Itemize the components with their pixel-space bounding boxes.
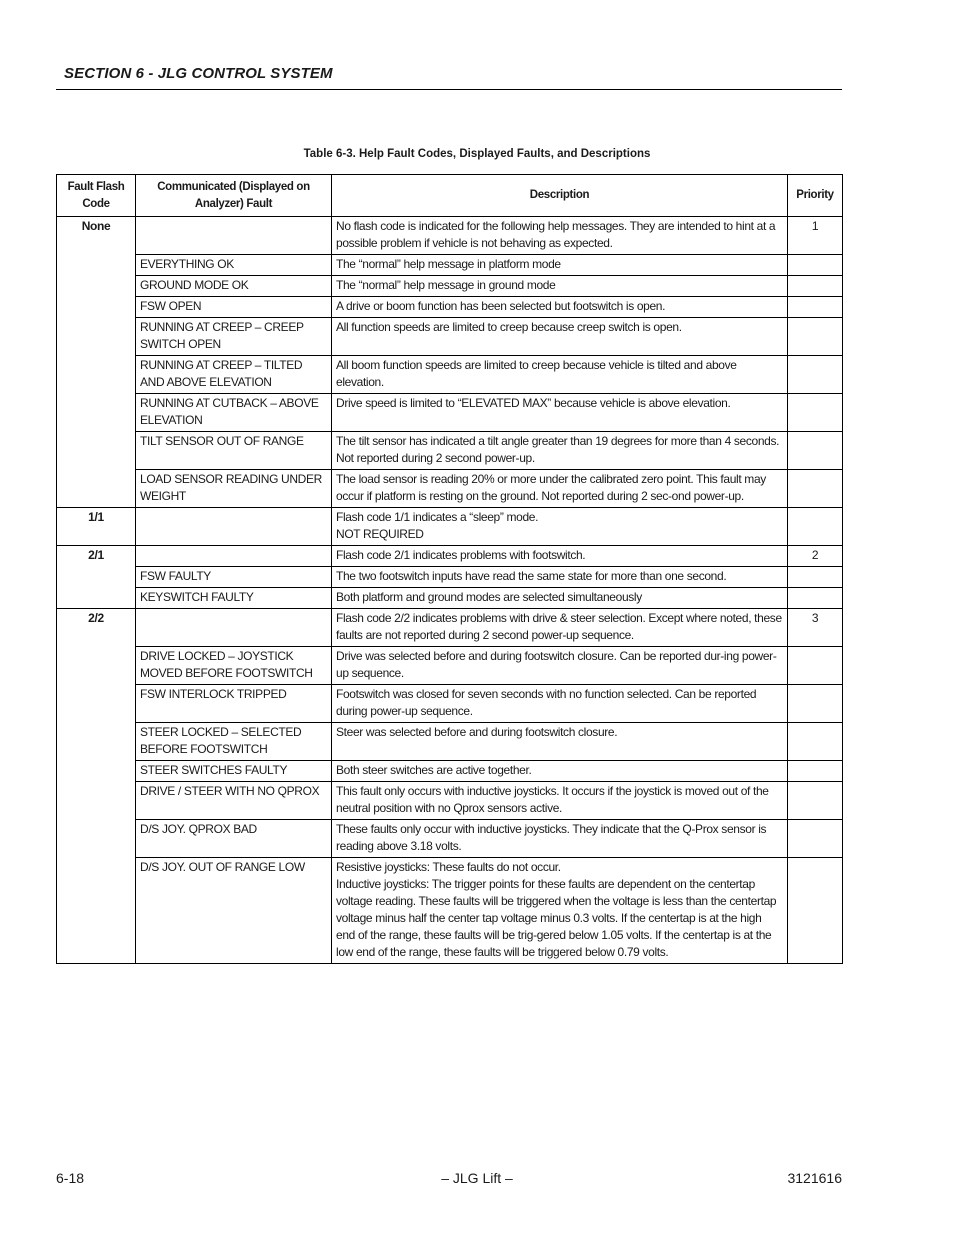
description-cell: Flash code 2/1 indicates problems with footswitch. bbox=[332, 546, 788, 567]
fault-name-cell: RUNNING AT CREEP – TILTED AND ABOVE ELEVATION bbox=[136, 356, 332, 394]
column-header-description: Description bbox=[332, 175, 788, 217]
fault-name-cell: STEER LOCKED – SELECTED BEFORE FOOTSWITCH bbox=[136, 723, 332, 761]
description-cell: The tilt sensor has indicated a tilt angle greater than 19 degrees for more than 4 seconds. Not reported during 2 second power-up. bbox=[332, 432, 788, 470]
description-cell: No flash code is indicated for the following help messages. They are intended to hint at a possible problem if vehicle is not behaving as expected. bbox=[332, 217, 788, 255]
priority-cell bbox=[788, 761, 843, 782]
footer-brand: – JLG Lift – bbox=[441, 1170, 513, 1186]
priority-cell bbox=[788, 394, 843, 432]
column-header-code: Fault Flash Code bbox=[57, 175, 136, 217]
description-cell: The load sensor is reading 20% or more under the calibrated zero point. This fault may occur if platform is resting on the ground. Not reported during 2 sec-ond power-up. bbox=[332, 470, 788, 508]
priority-cell: 2 bbox=[788, 546, 843, 567]
description-cell: Drive was selected before and during footswitch closure. Can be reported dur-ing power-up sequence. bbox=[332, 647, 788, 685]
description-cell: Flash code 1/1 indicates a “sleep” mode. NOT REQUIRED bbox=[332, 508, 788, 546]
document-number: 3121616 bbox=[787, 1170, 842, 1186]
fault-name-cell: STEER SWITCHES FAULTY bbox=[136, 761, 332, 782]
table-row bbox=[57, 432, 843, 470]
description-cell: Flash code 2/2 indicates problems with drive & steer selection. Except where noted, these faults are not reported during 2 second power-up sequence. bbox=[332, 609, 788, 647]
priority-cell bbox=[788, 723, 843, 761]
fault-name-cell: D/S JOY. QPROX BAD bbox=[136, 820, 332, 858]
priority-cell bbox=[788, 685, 843, 723]
priority-cell bbox=[788, 508, 843, 546]
table-row bbox=[57, 609, 843, 647]
priority-cell bbox=[788, 297, 843, 318]
description-cell: This fault only occurs with inductive joysticks. It occurs if the joystick is moved out of the neutral position with no Qprox sensors active. bbox=[332, 782, 788, 820]
description-cell: A drive or boom function has been selected but footswitch is open. bbox=[332, 297, 788, 318]
table-row bbox=[57, 567, 843, 588]
fault-name-cell: DRIVE / STEER WITH NO QPROX bbox=[136, 782, 332, 820]
fault-name-cell bbox=[136, 609, 332, 647]
table-row bbox=[57, 356, 843, 394]
fault-name-cell: DRIVE LOCKED – JOYSTICK MOVED BEFORE FOOTSWITCH bbox=[136, 647, 332, 685]
priority-cell bbox=[788, 318, 843, 356]
fault-name-cell bbox=[136, 217, 332, 255]
table-row bbox=[57, 647, 843, 685]
priority-cell bbox=[788, 470, 843, 508]
table-row bbox=[57, 761, 843, 782]
fault-flash-code-cell: None bbox=[57, 217, 136, 508]
page-number: 6-18 bbox=[56, 1170, 85, 1186]
description-cell: The “normal” help message in platform mode bbox=[332, 255, 788, 276]
table-row bbox=[57, 276, 843, 297]
priority-cell bbox=[788, 276, 843, 297]
table-title: Table 6-3. Help Fault Codes, Displayed Faults, and Descriptions bbox=[303, 148, 651, 160]
fault-name-cell: LOAD SENSOR READING UNDER WEIGHT bbox=[136, 470, 332, 508]
table-row bbox=[57, 470, 843, 508]
description-cell: Both steer switches are active together. bbox=[332, 761, 788, 782]
description-cell: All function speeds are limited to creep because creep switch is open. bbox=[332, 318, 788, 356]
table-row bbox=[57, 858, 843, 964]
fault-name-cell: D/S JOY. OUT OF RANGE LOW bbox=[136, 858, 332, 964]
description-cell: Both platform and ground modes are selected simultaneously bbox=[332, 588, 788, 609]
fault-name-cell bbox=[136, 508, 332, 546]
table-row bbox=[57, 297, 843, 318]
description-cell: Drive speed is limited to “ELEVATED MAX” because vehicle is above elevation. bbox=[332, 394, 788, 432]
description-cell: Steer was selected before and during footswitch closure. bbox=[332, 723, 788, 761]
priority-cell bbox=[788, 647, 843, 685]
table-row bbox=[57, 508, 843, 546]
table-row bbox=[57, 394, 843, 432]
description-cell: These faults only occur with inductive joysticks. They indicate that the Q-Prox sensor is reading above 3.18 volts. bbox=[332, 820, 788, 858]
section-title: SECTION 6 - JLG CONTROL SYSTEM bbox=[64, 65, 333, 82]
table-row bbox=[57, 723, 843, 761]
table-row bbox=[57, 782, 843, 820]
fault-table-body bbox=[57, 217, 843, 964]
fault-name-cell: RUNNING AT CREEP – CREEP SWITCH OPEN bbox=[136, 318, 332, 356]
column-header-fault: Communicated (Displayed on Analyzer) Fault bbox=[136, 175, 332, 217]
fault-name-cell: FSW OPEN bbox=[136, 297, 332, 318]
description-cell: The two footswitch inputs have read the same state for more than one second. bbox=[332, 567, 788, 588]
fault-name-cell: EVERYTHING OK bbox=[136, 255, 332, 276]
header-divider bbox=[56, 89, 842, 90]
column-header-priority: Priority bbox=[788, 175, 843, 217]
table-row bbox=[57, 685, 843, 723]
priority-cell: 3 bbox=[788, 609, 843, 647]
fault-name-cell: RUNNING AT CUTBACK – ABOVE ELEVATION bbox=[136, 394, 332, 432]
priority-cell bbox=[788, 820, 843, 858]
fault-code-table bbox=[56, 174, 843, 964]
description-cell: All boom function speeds are limited to creep because vehicle is tilted and above elevation. bbox=[332, 356, 788, 394]
fault-name-cell: GROUND MODE OK bbox=[136, 276, 332, 297]
fault-flash-code-cell: 2/2 bbox=[57, 609, 136, 964]
fault-flash-code-cell: 2/1 bbox=[57, 546, 136, 609]
table-row bbox=[57, 217, 843, 255]
fault-name-cell: FSW INTERLOCK TRIPPED bbox=[136, 685, 332, 723]
table-row bbox=[57, 546, 843, 567]
fault-name-cell: TILT SENSOR OUT OF RANGE bbox=[136, 432, 332, 470]
priority-cell: 1 bbox=[788, 217, 843, 255]
priority-cell bbox=[788, 858, 843, 964]
description-cell: Resistive joysticks: These faults do not occur. Inductive joysticks: The trigger points for these faults are dependent on the centertap voltage reading. These faults will be triggered when the voltage is less than the centertap voltage minus half the center tap voltage minus 0.3 volts. If the centertap is at the high end of the range, these faults will be trig-gered below 1.05 volts. If the centertap is at the low end of the range, these faults will be triggered below 0.79 volts. bbox=[332, 858, 788, 964]
fault-flash-code-cell: 1/1 bbox=[57, 508, 136, 546]
table-row bbox=[57, 318, 843, 356]
table-row bbox=[57, 588, 843, 609]
priority-cell bbox=[788, 588, 843, 609]
table-row bbox=[57, 820, 843, 858]
description-cell: The “normal” help message in ground mode bbox=[332, 276, 788, 297]
priority-cell bbox=[788, 782, 843, 820]
fault-name-cell: FSW FAULTY bbox=[136, 567, 332, 588]
priority-cell bbox=[788, 255, 843, 276]
fault-name-cell: KEYSWITCH FAULTY bbox=[136, 588, 332, 609]
fault-name-cell bbox=[136, 546, 332, 567]
priority-cell bbox=[788, 432, 843, 470]
description-cell: Footswitch was closed for seven seconds with no function selected. Can be reported during power-up sequence. bbox=[332, 685, 788, 723]
priority-cell bbox=[788, 567, 843, 588]
priority-cell bbox=[788, 356, 843, 394]
table-row bbox=[57, 255, 843, 276]
